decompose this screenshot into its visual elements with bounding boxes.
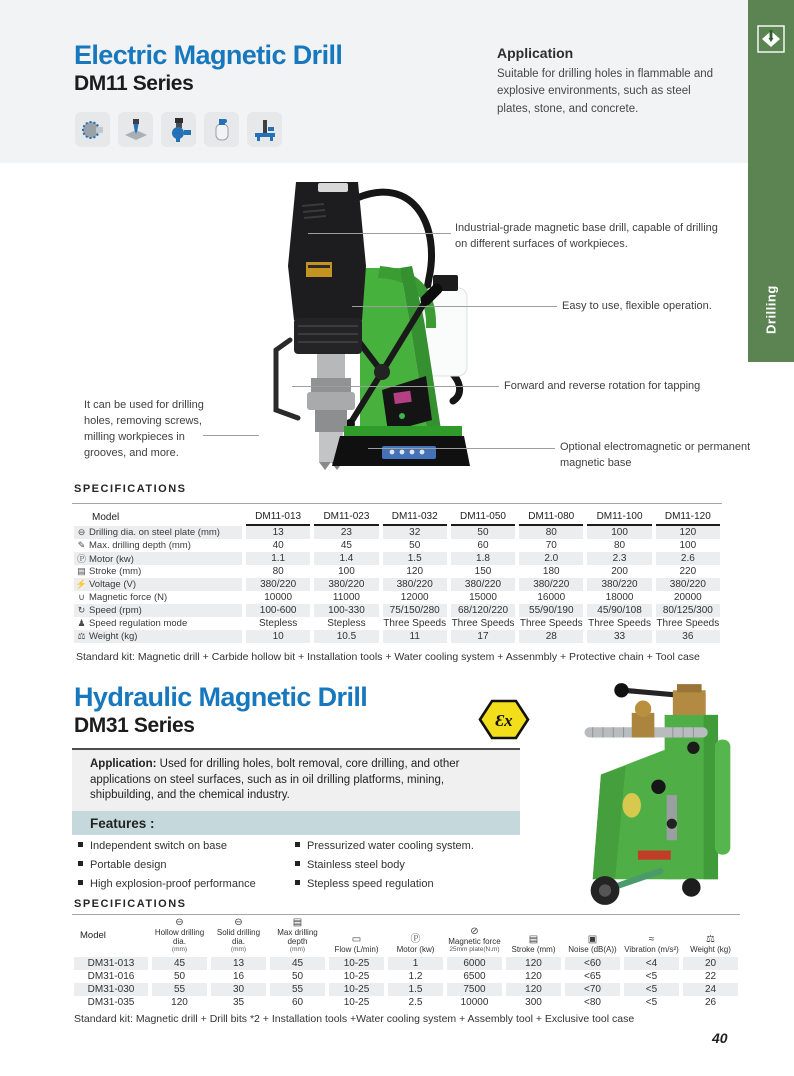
spec-value-cell: <4 <box>624 957 679 970</box>
spec-value-cell: 1 <box>388 957 443 970</box>
spec-value-cell: 68/120/220 <box>451 604 515 617</box>
stroke-icon: ▤ <box>528 934 539 945</box>
feature-item <box>78 878 256 890</box>
spec-value-cell: 80/125/300 <box>656 604 720 617</box>
divider <box>72 503 722 504</box>
spec-row <box>74 565 720 578</box>
spec-value-cell: 10.5 <box>314 630 378 643</box>
spec-row-label-text: Motor (kw) <box>89 554 134 565</box>
callout-magnetic-base: Optional electromagnetic or permanent magnetic base <box>560 441 751 469</box>
dm11-application-heading: Application <box>497 45 574 61</box>
solid-drill-dia-icon: ⊖ <box>234 917 243 928</box>
spec-value-cell: 100-600 <box>246 604 310 617</box>
spec-value-cell: <60 <box>565 957 620 970</box>
column-header-label: Magnetic force <box>448 937 501 946</box>
spec-value-cell: 36 <box>656 630 720 643</box>
model-cell: DM31-030 <box>74 983 148 996</box>
column-header <box>624 917 679 957</box>
spec-value-cell: 120 <box>656 526 720 539</box>
spec-value-cell: 80 <box>613 540 626 551</box>
page-number: 40 <box>712 1030 728 1046</box>
spec-value-cell: 80 <box>519 526 583 539</box>
spec-value-cell: 100 <box>679 540 697 551</box>
spec-value-cell: <70 <box>565 983 620 996</box>
feature-item <box>295 878 434 890</box>
dm31-features-heading: Features : <box>72 811 520 835</box>
spec-value-cell: Three Speeds <box>656 618 720 629</box>
model-cell: DM31-035 <box>87 997 135 1008</box>
model-header: DM11-032 <box>383 508 447 526</box>
dm11-standard-kit: Standard kit: Magnetic drill + Carbide hollow bit + Installation tools + Water cooling system + Assenmbly + Protective chain + Tool case <box>76 651 700 663</box>
spec-value-cell: 11 <box>383 630 447 643</box>
spec-value-cell: Three Speeds <box>588 618 651 629</box>
dm11-table-body <box>74 526 720 643</box>
spec-value-cell: 45 <box>270 957 325 970</box>
callout-line <box>308 233 451 234</box>
spec-row-label-text: Stroke (mm) <box>89 566 142 577</box>
spec-value-cell: Three Speeds <box>383 618 447 629</box>
drill-diameter-icon: ⊖ <box>77 527 86 537</box>
spec-value-cell: 60 <box>477 540 489 551</box>
spec-value-cell: 23 <box>314 526 378 539</box>
dm31-standard-kit: Standard kit: Magnetic drill + Drill bits *2 + Installation tools +Water cooling system + Assembly tool + Exclusive tool case <box>74 1013 635 1025</box>
drilling-depth-icon: ✎ <box>77 540 86 550</box>
spec-value-cell: 20000 <box>673 592 702 603</box>
spec-value-cell: <65 <box>584 971 601 982</box>
spec-value-cell: 10-25 <box>343 997 370 1008</box>
spec-value-cell: 13 <box>211 957 266 970</box>
spec-value-cell: 60 <box>291 997 304 1008</box>
spec-value-cell: 55 <box>152 983 207 996</box>
spec-value-cell: 10000 <box>264 592 293 603</box>
feature-item <box>78 840 227 852</box>
callout-easy-to-use: Easy to use, flexible operation. <box>562 300 712 312</box>
callout-line <box>352 306 557 307</box>
category-label: Drilling <box>763 285 779 334</box>
model-header: DM11-100 <box>587 508 651 526</box>
column-header-unit: 25mm plate(N.m) <box>449 946 500 953</box>
spec-row-label <box>74 526 242 539</box>
spec-value-cell: 55/90/190 <box>519 604 583 617</box>
feature-item <box>295 859 405 871</box>
spec-value-cell: 380/220 <box>519 578 583 591</box>
spec-value-cell: 2.3 <box>587 552 651 565</box>
spec-value-cell: 33 <box>587 630 651 643</box>
spec-row <box>74 630 720 643</box>
spec-value-cell: 80 <box>272 566 284 577</box>
column-header-label: Stroke (mm) <box>511 945 556 954</box>
column-header-label: Flow (L/min) <box>334 945 379 954</box>
dm31-table-body <box>74 957 738 1009</box>
drilling-depth-icon: ▤ <box>292 917 303 928</box>
spec-row-label-text: Magnetic force (N) <box>89 592 168 603</box>
column-header-label: Max drilling depth <box>277 928 318 946</box>
svg-text:Ɛx: Ɛx <box>495 711 513 730</box>
spec-row-label <box>74 630 242 643</box>
weight-icon: ⚖ <box>706 934 715 945</box>
spec-value-cell: 380/220 <box>587 578 651 591</box>
spec-value-cell: 380/220 <box>451 578 515 591</box>
spec-value-cell: 10000 <box>460 997 489 1008</box>
spec-value-cell: 17 <box>451 630 515 643</box>
dm31-series-title: DM31 Series <box>74 714 195 737</box>
feature-label: Stainless steel body <box>307 859 405 871</box>
drilling-category-icon <box>757 25 785 53</box>
column-header-label: Hollow drilling dia. <box>154 928 205 946</box>
spec-value-cell: 380/220 <box>656 578 720 591</box>
spec-value-cell: 1.5 <box>388 983 443 996</box>
spec-value-cell: 30 <box>211 983 266 996</box>
magnetic-force-icon: ∪ <box>78 592 85 602</box>
ex-atex-logo <box>477 698 531 741</box>
plate-drilling-icon <box>118 112 153 147</box>
spec-value-cell: 16000 <box>537 592 566 603</box>
spec-value-cell: 120 <box>525 971 542 982</box>
feature-label: Stepless speed regulation <box>307 878 434 890</box>
spec-value-cell: 32 <box>383 526 447 539</box>
spec-row-label <box>74 617 242 630</box>
dm11-spec-heading: SPECIFICATIONS <box>74 483 187 495</box>
spec-value-cell: 50 <box>173 971 186 982</box>
column-header-unit: (mm) <box>230 946 247 953</box>
spec-value-cell: 10 <box>246 630 310 643</box>
spec-value-cell: Three Speeds <box>451 618 515 629</box>
spec-row <box>74 578 720 591</box>
spec-value-cell: 20 <box>683 957 738 970</box>
spec-row-label-text: Speed (rpm) <box>89 605 142 616</box>
spec-value-cell: 1.4 <box>314 552 378 565</box>
spec-value-cell: 120 <box>406 566 424 577</box>
magnetic-force-icon: ⊘ <box>470 926 479 937</box>
speed-icon: ↻ <box>77 605 86 615</box>
spec-row-label <box>74 539 242 552</box>
column-header <box>211 917 266 957</box>
spec-value-cell: 70 <box>545 540 557 551</box>
column-header <box>388 917 443 957</box>
dm11-application-text: Suitable for drilling holes in flammable and explosive environments, such as steel plates, stone, and concrete. <box>497 68 714 115</box>
dm11-page-title: Electric Magnetic Drill <box>74 40 343 70</box>
column-header <box>329 917 384 957</box>
spec-value-cell: 100 <box>587 526 651 539</box>
spec-value-cell: 12000 <box>400 592 429 603</box>
spec-value-cell: 120 <box>506 957 561 970</box>
dm31-product-image <box>570 680 750 908</box>
model-header: DM11-050 <box>451 508 515 526</box>
spec-value-cell: 24 <box>683 983 738 996</box>
spec-value-cell: 6500 <box>463 971 486 982</box>
spec-row-label-text: Speed regulation mode <box>89 618 188 629</box>
dm11-table-head-row <box>74 508 720 526</box>
feature-label: Portable design <box>90 859 167 871</box>
spec-value-cell: 13 <box>246 526 310 539</box>
spec-row-label-text: Drilling dia. on steel plate (mm) <box>89 527 220 538</box>
model-header: DM11-013 <box>246 508 310 526</box>
bullet-square-icon <box>78 861 83 866</box>
callout-line <box>368 448 555 449</box>
feature-label: Independent switch on base <box>90 840 227 852</box>
feature-label: Pressurized water cooling system. <box>307 840 474 852</box>
callout-industrial-grade: Industrial-grade magnetic base drill, capable of drilling on different surfaces of workpieces. <box>455 222 718 250</box>
spec-value-cell: 180 <box>542 566 560 577</box>
motor-power-icon: Ⓟ <box>410 934 421 945</box>
spec-value-cell: 55 <box>270 983 325 996</box>
voltage-icon: ⚡ <box>75 579 88 589</box>
spec-value-cell: 11000 <box>332 592 360 603</box>
spec-value-cell: 18000 <box>605 592 634 603</box>
spec-value-cell: 45/90/108 <box>587 604 651 617</box>
model-cell: DM31-013 <box>74 957 148 970</box>
callout-line <box>292 386 499 387</box>
spec-value-cell: 45 <box>340 540 352 551</box>
dm31-application-box <box>72 748 520 812</box>
weight-icon: ⚖ <box>77 631 86 641</box>
spec-row-label <box>74 565 242 578</box>
bullet-square-icon <box>295 861 300 866</box>
bullet-square-icon <box>78 842 83 847</box>
feature-label: High explosion-proof performance <box>90 878 256 890</box>
spec-value-cell: 1.2 <box>408 971 423 982</box>
dm31-page-title: Hydraulic Magnetic Drill <box>74 682 368 712</box>
spec-row <box>74 970 738 983</box>
spec-value-cell: 380/220 <box>383 578 447 591</box>
model-header: DM11-120 <box>656 508 720 526</box>
model-column-label: Model <box>80 930 106 941</box>
spec-value-cell: 15000 <box>469 592 497 603</box>
spec-value-cell: Three Speeds <box>519 618 583 629</box>
drill-clamp-icon <box>161 112 196 147</box>
spec-row-label-text: Max. drilling depth (mm) <box>89 540 191 551</box>
spec-row-label <box>74 578 242 591</box>
spec-value-cell: 6000 <box>447 957 502 970</box>
spec-row <box>74 996 738 1009</box>
spec-value-cell: 100-330 <box>314 604 378 617</box>
callout-line <box>203 435 259 436</box>
spec-value-cell: <5 <box>645 997 658 1008</box>
spec-row-label <box>74 552 242 565</box>
spec-value-cell: 2.0 <box>519 552 583 565</box>
spec-row <box>74 957 738 970</box>
spec-value-cell: 1.8 <box>451 552 515 565</box>
column-header <box>565 917 620 957</box>
column-header <box>683 917 738 957</box>
divider <box>72 914 740 915</box>
noise-icon: ▣ <box>587 934 598 945</box>
spec-value-cell: 45 <box>152 957 207 970</box>
spec-value-cell: 10-25 <box>329 957 384 970</box>
milling-cutter-icon <box>75 112 110 147</box>
spec-value-cell: 50 <box>451 526 515 539</box>
spec-value-cell: 2.5 <box>408 997 423 1008</box>
spec-value-cell: 22 <box>704 971 717 982</box>
column-header-label: Vibration (m/s²) <box>624 945 679 954</box>
spec-value-cell: 40 <box>272 540 284 551</box>
spec-row-label-text: Weight (kg) <box>89 631 138 642</box>
dm31-spec-table <box>70 917 742 1009</box>
spec-value-cell: 10-25 <box>343 971 370 982</box>
column-header-label: Motor (kw) <box>396 945 435 954</box>
core-drilling-icon <box>204 112 239 147</box>
column-header-unit: (mm) <box>171 946 188 953</box>
column-header-unit: (mm) <box>289 946 306 953</box>
spec-row <box>74 604 720 617</box>
spec-row <box>74 526 720 539</box>
column-header-label: Noise (dB(A)) <box>568 945 617 954</box>
spec-row-label <box>74 591 242 604</box>
dm11-product-image <box>232 170 477 478</box>
column-header-label: Solid drilling dia. <box>216 928 261 946</box>
drill-stand-icon <box>247 112 282 147</box>
motor-power-icon: Ⓟ <box>76 554 86 564</box>
model-header: DM11-023 <box>314 508 378 526</box>
speed-regulation-icon: ♟ <box>77 618 86 628</box>
category-tab-drilling[interactable] <box>748 0 794 362</box>
spec-value-cell: Stepless <box>258 618 298 629</box>
spec-value-cell: 2.6 <box>656 552 720 565</box>
spec-value-cell: 10-25 <box>329 983 384 996</box>
column-header-label: Weight (kg) <box>690 945 731 954</box>
spec-value-cell: 380/220 <box>246 578 310 591</box>
spec-row <box>74 983 738 996</box>
dm11-series-title: DM11 Series <box>74 72 194 95</box>
stroke-icon: ▤ <box>77 566 86 576</box>
spec-value-cell: 120 <box>171 997 188 1008</box>
spec-value-cell: <5 <box>624 983 679 996</box>
spec-value-cell: 50 <box>409 540 421 551</box>
spec-value-cell: <5 <box>645 971 658 982</box>
spec-row <box>74 591 720 604</box>
dm31-application-body: Used for drilling holes, bolt removal, core drilling, and other applications on steel surfaces, such as in oil drilling platforms, mining, shipbuilding, and the chemical industry. <box>90 758 460 802</box>
spec-value-cell: 16 <box>232 971 245 982</box>
vibration-icon: ≈ <box>648 934 655 945</box>
spec-value-cell: <80 <box>584 997 601 1008</box>
spec-value-cell: 1.1 <box>246 552 310 565</box>
bullet-square-icon <box>78 880 83 885</box>
model-cell: DM31-016 <box>87 971 135 982</box>
column-header <box>447 917 502 957</box>
spec-value-cell: 220 <box>679 566 697 577</box>
spec-value-cell: 50 <box>291 971 304 982</box>
dm31-application-label: Application: <box>90 758 157 770</box>
spec-row <box>74 552 720 565</box>
spec-value-cell: Stepless <box>327 618 366 629</box>
feature-item <box>295 840 474 852</box>
column-header <box>152 917 207 957</box>
spec-row <box>74 617 720 630</box>
spec-value-cell: 35 <box>232 997 245 1008</box>
spec-value-cell: 300 <box>525 997 542 1008</box>
spec-value-cell: 28 <box>519 630 583 643</box>
spec-value-cell: 150 <box>474 566 492 577</box>
flow-icon: ▭ <box>351 934 362 945</box>
spec-value-cell: 26 <box>704 997 717 1008</box>
spec-value-cell: 100 <box>338 566 355 577</box>
callout-forward-reverse: Forward and reverse rotation for tapping <box>504 380 701 392</box>
dm31-spec-heading: SPECIFICATIONS <box>74 898 187 910</box>
spec-row-label <box>74 604 242 617</box>
spec-value-cell: 380/220 <box>314 578 378 591</box>
feature-item <box>78 859 166 871</box>
spec-value-cell: 7500 <box>447 983 502 996</box>
column-header <box>506 917 561 957</box>
spec-value-cell: 1.5 <box>383 552 447 565</box>
spec-value-cell: 120 <box>506 983 561 996</box>
dm11-feature-icon-row <box>75 112 282 147</box>
callout-usage: It can be used for drilling holes, removing screws, milling workpieces in grooves, and more. <box>84 399 204 459</box>
model-header: DM11-080 <box>519 508 583 526</box>
bullet-square-icon <box>295 842 300 847</box>
model-column-label: Model <box>92 511 120 523</box>
spec-row <box>74 539 720 552</box>
dm31-table-head-row <box>74 917 738 957</box>
bullet-square-icon <box>295 880 300 885</box>
column-header <box>270 917 325 957</box>
spec-value-cell: 200 <box>611 566 628 577</box>
hollow-drill-dia-icon: ⊖ <box>175 917 184 928</box>
dm31-application-text <box>90 757 506 804</box>
spec-value-cell: 75/150/280 <box>383 604 447 617</box>
spec-row-label-text: Voltage (V) <box>89 579 136 590</box>
dm11-spec-table <box>70 508 724 643</box>
